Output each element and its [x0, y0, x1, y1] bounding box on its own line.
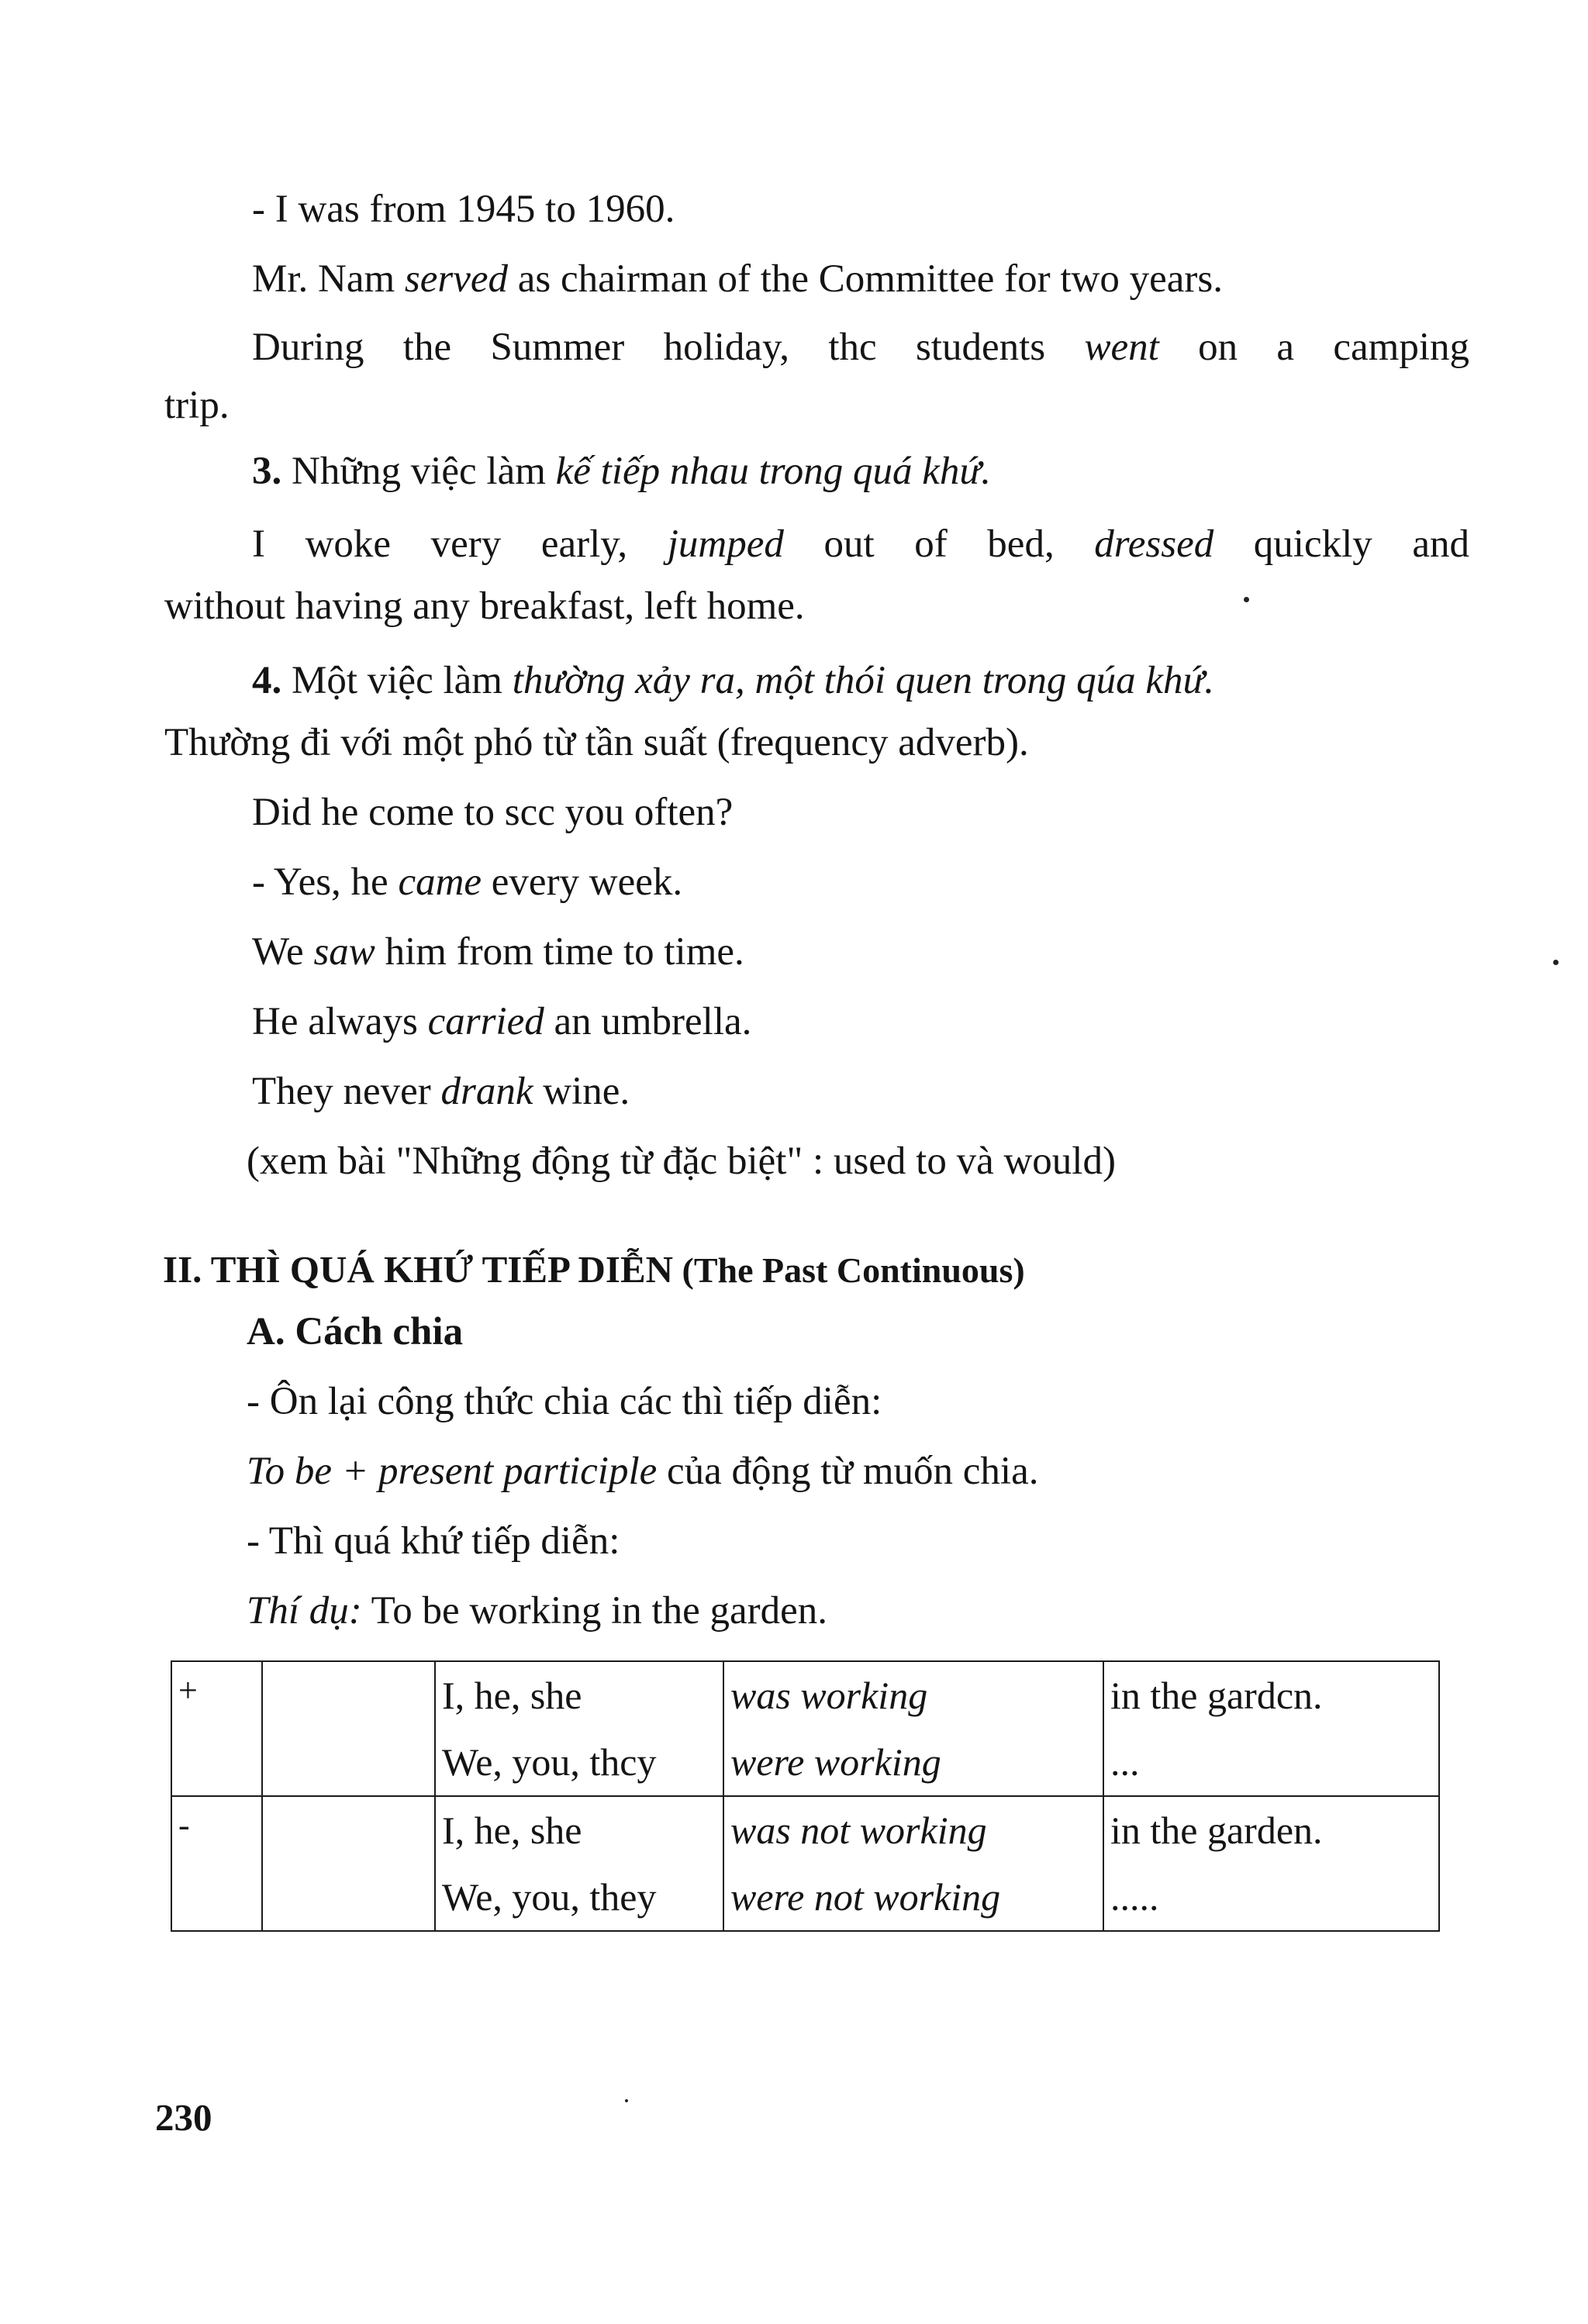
text: Những việc làm [281, 450, 556, 493]
verb-cell [723, 1796, 1103, 1931]
text: Thường đi với một phó từ tần suất (frequency adverb). [164, 721, 1029, 764]
example-line [252, 789, 733, 836]
italic-verb: saw [313, 930, 375, 974]
subject-cell [435, 1796, 723, 1931]
text: I woke very early, [252, 522, 668, 566]
print-speck [625, 2099, 628, 2102]
section-heading [163, 1246, 1025, 1294]
italic-phrase: thường xảy ra, một thói quen trong qúa khứ. [512, 659, 1215, 702]
subject: We, you, they [442, 1875, 657, 1919]
text-line [164, 583, 805, 629]
example-line [252, 859, 682, 905]
subject-cell [435, 1661, 723, 1796]
heading-en: (The Past Continuous) [673, 1250, 1025, 1290]
empty-cell [262, 1661, 435, 1796]
sign-cell: - [171, 1796, 262, 1931]
object: in the gardcn. [1110, 1674, 1323, 1717]
text: A. Cách chia [247, 1310, 464, 1353]
subsection-heading [247, 1309, 463, 1355]
verb-form: were working [730, 1740, 941, 1784]
line-text: - I was from 1945 to 1960. [252, 188, 675, 231]
conjugation-table [171, 1660, 1440, 1932]
verb-form: were not working [730, 1875, 1001, 1919]
text: To be working in the garden. [361, 1589, 828, 1633]
object: in the garden. [1110, 1809, 1323, 1852]
empty-cell [262, 1796, 435, 1931]
text-line [164, 382, 230, 429]
point-number: 4. [252, 659, 282, 702]
object: ..... [1110, 1875, 1159, 1919]
text: They never [252, 1070, 441, 1113]
text: quickly and [1213, 522, 1469, 566]
text-line [164, 719, 1029, 766]
text: Một việc làm [281, 659, 513, 702]
text: every week. [482, 860, 683, 904]
text-line [252, 324, 1469, 371]
object-cell [1103, 1661, 1439, 1796]
heading-vi: II. THÌ QUÁ KHỨ TIẾP DIỄN [163, 1248, 674, 1291]
numbered-point [252, 448, 991, 495]
example-line [252, 1068, 630, 1115]
subject: I, he, she [442, 1674, 582, 1717]
print-speck [1244, 597, 1249, 602]
text-line [252, 186, 675, 233]
table-row [171, 1661, 1439, 1796]
table-row [171, 1796, 1439, 1931]
point-number: 3. [252, 450, 282, 493]
text: We [252, 930, 314, 974]
text: - Thì quá khứ tiếp diễn: [247, 1519, 620, 1563]
text: as chairman of the Committee for two years. [508, 257, 1223, 301]
text: wine. [533, 1070, 630, 1113]
text: Mr. Nam [252, 257, 405, 301]
sign-cell: + [171, 1661, 262, 1796]
text: - Yes, he [252, 860, 399, 904]
italic-verb: carried [427, 1000, 544, 1043]
subject: I, he, she [442, 1809, 582, 1852]
text: của động từ muốn chia. [657, 1450, 1039, 1493]
text-line [252, 256, 1223, 302]
formula-line [247, 1448, 1038, 1495]
object-cell [1103, 1796, 1439, 1931]
italic-verb: went [1084, 326, 1159, 369]
text-line [247, 1378, 882, 1425]
text: - Ôn lại công thức chia các thì tiếp diễn: [247, 1380, 882, 1423]
text: (xem bài "Những động từ đặc biệt" : used to và would) [247, 1140, 1116, 1183]
text-line [247, 1518, 620, 1564]
italic-verb: came [398, 860, 482, 904]
numbered-point [252, 657, 1214, 704]
example-line [247, 1588, 827, 1634]
text: an umbrella. [544, 1000, 752, 1043]
text: out of bed, [783, 522, 1095, 566]
text: He always [252, 1000, 428, 1043]
text: on a camping [1158, 326, 1470, 369]
text: him from time to time. [375, 930, 744, 974]
example-line [252, 929, 744, 975]
verb-form: was working [730, 1674, 928, 1717]
page-number: 230 [155, 2096, 212, 2139]
object: ... [1110, 1740, 1140, 1784]
subject: We, you, thcy [442, 1740, 657, 1784]
text: During the Summer holiday, thc students [252, 326, 1085, 369]
verb-cell [723, 1661, 1103, 1796]
italic-formula: To be + present participle [247, 1450, 658, 1493]
text: without having any breakfast, left home. [164, 584, 805, 628]
italic-verb: drank [440, 1070, 533, 1113]
italic-verb: jumped [667, 522, 784, 566]
cross-reference [247, 1138, 1116, 1184]
example-label: Thí dụ: [247, 1589, 362, 1633]
verb-form: was not working [730, 1809, 987, 1852]
italic-verb: dressed [1094, 522, 1214, 566]
text-line [252, 521, 1469, 567]
text: trip. [164, 384, 230, 427]
italic-verb: served [404, 257, 509, 301]
text: Did he come to scc you often? [252, 791, 734, 834]
example-line [252, 998, 751, 1045]
italic-phrase: kế tiếp nhau trong quá khứ. [555, 450, 991, 493]
print-speck [1553, 960, 1559, 965]
